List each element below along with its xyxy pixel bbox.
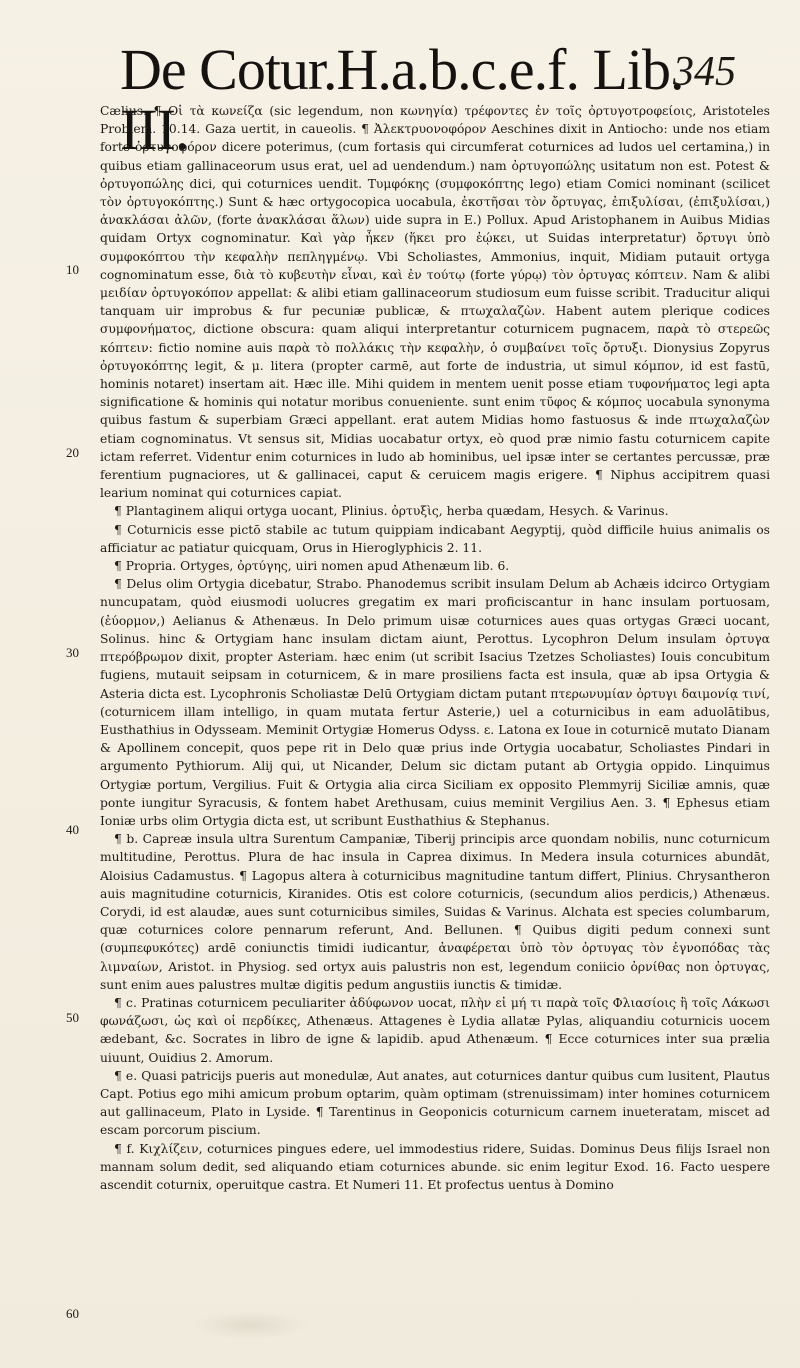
page-header [120, 37, 760, 162]
paragraph-hieroglyphics: ¶ Coturnicis esse pictō stabile ac tutum quippiam indicabant Aegyptij, quòd difficile huius animalis os afficiatur ac patiatur quicquam, Orus in Hieroglyphicis 2. 11. [100, 522, 770, 555]
paragraph-f-suidas: ¶ f. Κιχλίζειν, coturnices pingues edere, uel immodestius ridere, Suidas. Dominus Deus filijs Israel non mannam solum dedit, sed aliquando etiam coturnices abunde. sic enim legitur Exod. 16. Facto uespere ascendit coturnix, operuitque castra. Et Numeri 11. Et profectus uentus à Domino [100, 1141, 770, 1192]
running-title: De Cotur.H.a.b.c.e.f. Lib. III. [120, 37, 684, 162]
paragraph-c-pratinas: ¶ c. Pratinas coturnicem peculiariter ἀδύφωνον uocat, πλὴν εἰ μή τι παρὰ τοῖς Φλιασίοις ἢ τοῖς Λάκωσι φωνάζωσι, ὡς καὶ οἱ περδίκες, Athenæus. Attagenes è Lydia allatæ Pylas, aliquandiu coturnicis uocem ædebant, &c. Socrates in libro de igne & lapidib. apud Athenæum. ¶ Ecce coturnices inter sua prælia uiuunt, Ouidius 2. Amorum. [100, 995, 770, 1065]
paragraph-plantago: ¶ Plantaginem aliqui ortyga uocant, Plinius. ὀρτυξὶς, herba quædam, Hesych. & Varinus. [114, 504, 669, 519]
line-number-10: 10 [66, 262, 79, 277]
paper-stain [190, 1310, 310, 1340]
page-number: 345 [673, 49, 736, 95]
paragraph-delus-ortygia: ¶ Delus olim Ortygia dicebatur, Strabo. Phanodemus scribit insulam Delum ab Achæis idcirco Ortygiam nuncupatam, quòd eiusmodi uolucres gregatim ex mari proficiscantur in hanc insulam portuosam, (ἐύορμον,) Aelianus & Athenæus. In Delo primum uisæ coturnices aues quas ortygas Græci uocant, Solinus. hinc & Ortygiam hanc insulam dictam aiunt, Perottus. Lycophron Delum insulam ὀρτυγα πτερόβρωμον dixit, propter Asteriam. hæc enim (ut scribit Isacius Tzetzes Scholiastes) Iouis concubitum fugiens, mutauit seipsam in coturnicem, & in mare prosiliens facta est insula, quæ ab ipsa Ortygia & Asteria dicta est. Lycophronis Scholiastæ Delū Ortygiam dictam putant πτερωνυμίαν ὀρτυγι δαιμονίᾳ τινί, (coturnicem illam intelligo, in quam mutata fertur Asterie,) uel a coturnicibus in eam aduolātibus, Eusthathius in Odysseam. Meminit Ortygiæ Homerus Odyss. ε. Latona ex Ioue in coturnicē mutato Dianam & Apollinem concepit, quos pepe rit in Delo quæ prius inde Ortygia uocabatur, Scholiastes Pindari in argumento Pythiorum. Alij qui, ut Nicander, Delum sic dictam putant ab Ortygia oppido. Linquimus Ortygiæ portum, Vergilius. Fuit & Ortygia alia circa Siciliam ex opposito Plemmyrij Siciliæ amnis, quæ ponte iungitur Syracusis, & fontem habet Arethusam, cuius meminit Vergilius Aen. 3. ¶ Ephesus etiam Ioniæ urbs olim Ortygia dicta est, ut scribunt Eusthathius & Stephanus. [100, 577, 770, 828]
line-number-30: 30 [66, 645, 79, 660]
line-number-40: 40 [66, 822, 79, 837]
line-number-20: 20 [66, 445, 79, 460]
paragraph-aristoteles-ortyx: Cælius. ¶ Οἱ τὰ κωνείζα (sic legendum, non κωνηγία) τρέφοντες ἐν τοῖς ὀρτυγοτροφείοις, Aristoteles Problem. 10.14. Gaza uertit, in caueolis. ¶ Ἀλεκτρυονοφόρον Aeschines dixit in Antiocho: unde nos etiam forte ὀρτυγοφόρον dicere poterimus, (cum fortasis qui circumferat coturnices ad ludos uel certamina,) in quibus etiam gallinaceorum usus erat, uel ad uendendum.) nam ὀρτυγοπώλης usitatum non est. Potest & ὀρτυγοπώλης dici, qui coturnices uendit. Τυμφόκης (συμφοκόπτης lego) etiam Comici nominant (scilicet τὸν ὀρτυγοκόπτης.) Sunt & hæc ortygocopica uocabula, ἐκστῆσαι τὸν ὄρτυγας, ἐπιξυλίσαι, (ἐπιξυλίσαι,) ἀνακλάσαι ἀλῶν, (forte ἀνακλάσαι ἅλων) uide supra in E.) Pollux. Apud Aristophanem in Auibus Midias quidam Ortyx cognominatur. Καὶ γὰρ ἦκεν (ἥκει pro ἐῴκει, ut Suidas interpretatur) ὄρτυγι ὑπὸ συμφοκόπτου τὴν κεφαλὴν πεπληγμένῳ. Vbi Scholiastes, Ammonius, inquit, Midiam putauit ortyga cognominatum esse, διὰ τὸ κυβευτὴν εἶναι, καὶ ἐν τούτῳ (forte γύρῳ) τὸν ὀρτυγας κόπτειν. Nam & alibi μειδίαν ὀρτυγοκόπον appellat: & alibi etiam gallinaceorum studiosum eum fuisse scribit. Traducitur aliqui tanquam uir improbus & fur pecuniæ publicæ, & πτωχαλαζὼν. Habent autem plerique codices συμφονήματος, dictione obscura: quam aliqui interpretantur coturnicem pugnacem, παρὰ τὸ στερεῶς κόπτειν: fictio nomine auis παρὰ τὸ πολλάκις τὴν κεφαλὴν, ὁ συμβαίνει τοῖς ὄρτυξι. Dionysius Zopyrus ὀρτυγοκόπτης legit, & μ. litera (propter carmē, aut forte de industria, ut simul κόμπον, id est fastū, hominis notaret) insertam ait. Hæc ille. Mihi quidem in mentem uenit posse etiam τυφονήματος legi apta significatione & hominis qui notatur moribus conueniente. sunt enim τῦφος & κόμπος uocabula synonyma quibus fastum & superbiam Græci appellant. erat autem Midias homo fastuosus & inde πτωχαλαζὼν etiam cognominatus. Vt sensus sit, Midias uocabatur ortyx, eò quod præ nimio fastu coturnicem capite ictam referret. Videntur enim coturnices in ludo ab hominibus, uel ipsæ inter se certantes percussæ, præ ferentium pugnaciores, ut & gallinacei, caput & ceruicem magis erigere. ¶ Niphus accipitrem quasi learium nominat qui coturnices capiat. [100, 104, 770, 501]
line-number-60: 60 [66, 1306, 79, 1321]
page-body [100, 102, 770, 1352]
line-number-50: 50 [66, 1010, 79, 1025]
paragraph-e-plautus: ¶ e. Quasi patricijs pueris aut monedulæ, Aut anates, aut coturnices dantur quibus cum lusitent, Plautus Capt. Potius ego mihi amicum probum optarim, quàm optimam (strenuissimam) inter homines coturnicem aut gallinaceum, Plato in Lyside. ¶ Tarentinus in Geoponicis coturnicum carnem inueteratam, miscet ad escam porcorum piscium. [100, 1068, 770, 1138]
paragraph-propria: ¶ Propria. Ortyges, ὀρτύγης, uiri nomen apud Athenæum lib. 6. [114, 559, 510, 574]
paragraph-b-capreae: ¶ b. Capreæ insula ultra Surentum Campaniæ, Tiberij principis arce quondam nobilis, nunc coturnicum multitudine, Perottus. Plura de hac insula in Caprea diximus. In Medera insula coturnices abundāt, Aloisius Cadamustus. ¶ Lagopus altera à coturnicibus magnitudine tantum differt, Plinius. Chrysantheron auis magnitudine coturnicis, Kiranides. Otis est colore coturnicis, (secundum alios perdicis,) Athenæus. Corydi, id est alaudæ, aues sunt coturnicibus similes, Suidas & Varinus. Alchata est species columbarum, quæ coturnices colore pennarum referunt, And. Bellunen. ¶ Quibus digiti pedum connexi sunt (συμπεφυκότες) ardē coniunctis timidi iudicantur, ἀναφέρεται ὑπὸ τὸν ὀρτυγας τὸν ἐγνοπόδας τὰς λιμναίων, Aristot. in Physiog. sed ortyx auis palustris non est, legendum coniicio ὀρνίθας non ὀρτυγας, sunt enim aues palustres multæ digitis pedum angustiis iunctis & timidæ. [100, 832, 770, 992]
